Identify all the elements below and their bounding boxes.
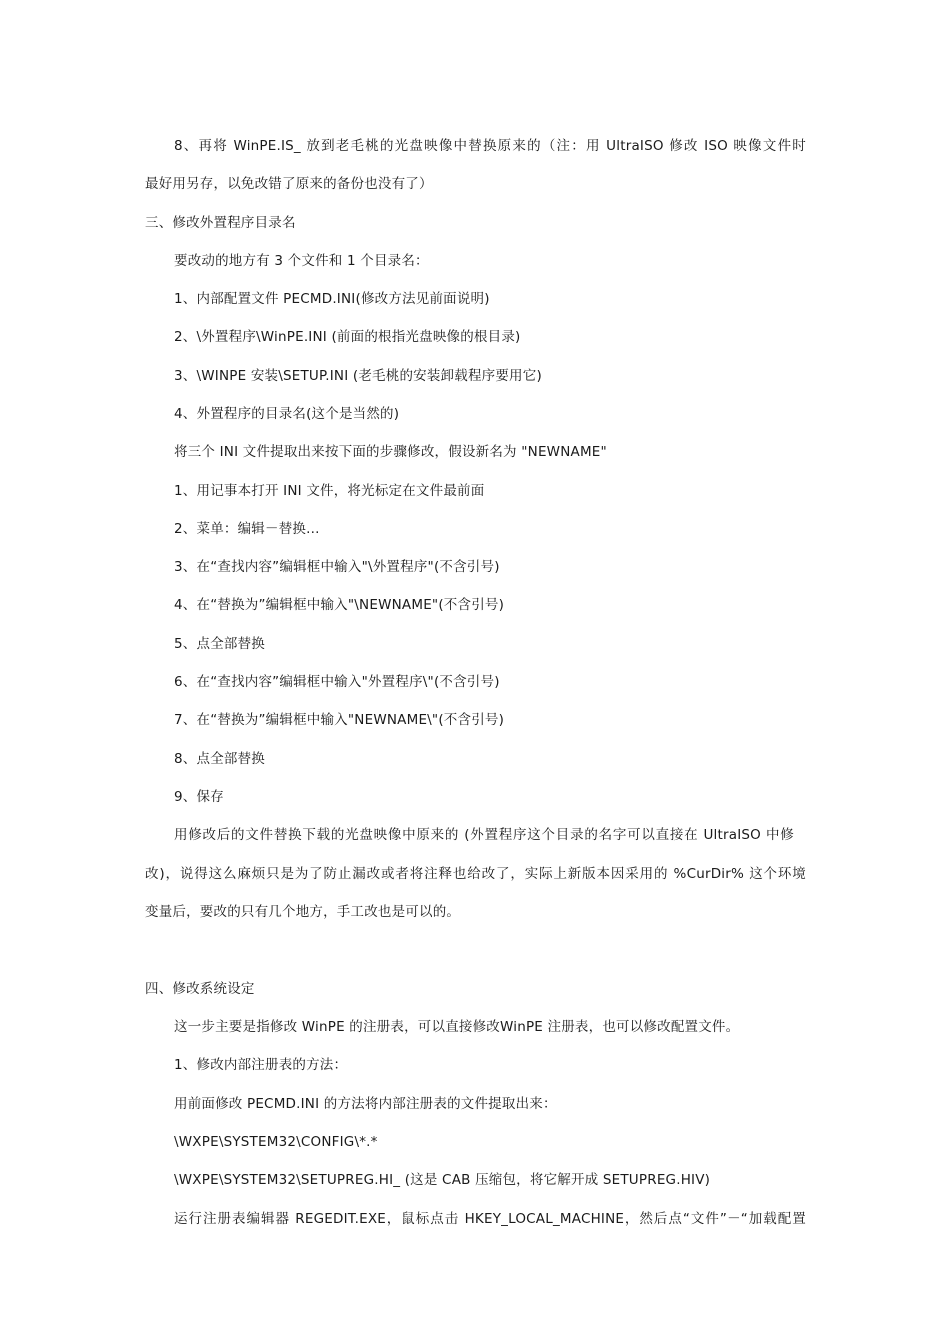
list-item: 5、点全部替换 — [174, 636, 265, 652]
paragraph-line: 用修改后的文件替换下载的光盘映像中原来的 (外置程序这个目录的名字可以直接在 UltraISO 中修 — [174, 827, 794, 843]
list-item: 6、在“查找内容”编辑框中输入"外置程序\"(不含引号) — [174, 674, 500, 690]
paragraph-line: 最好用另存，以免改错了原来的备份也没有了） — [145, 176, 433, 192]
section-heading: 四、修改系统设定 — [145, 981, 255, 997]
list-item: 9、保存 — [174, 789, 224, 805]
paragraph-line: 运行注册表编辑器 REGEDIT.EXE，鼠标点击 HKEY_LOCAL_MACHINE，然后点“文件”－“加载配置 — [174, 1211, 806, 1227]
list-item: 1、修改内部注册表的方法： — [174, 1057, 348, 1073]
list-item: 4、在“替换为”编辑框中输入"\NEWNAME"(不含引号) — [174, 597, 505, 613]
list-item: 3、在“查找内容”编辑框中输入"\外置程序"(不含引号) — [174, 559, 500, 575]
list-item: 1、用记事本打开 INI 文件，将光标定在文件最前面 — [174, 483, 485, 499]
list-item: 4、外置程序的目录名(这个是当然的) — [174, 406, 400, 422]
paragraph-line: 将三个 INI 文件提取出来按下面的步骤修改，假设新名为 "NEWNAME" — [174, 444, 607, 460]
paragraph-line: 这一步主要是指修改 WinPE 的注册表，可以直接修改WinPE 注册表，也可以修改配置文件。 — [174, 1019, 740, 1035]
paragraph-line: 改)，说得这么麻烦只是为了防止漏改或者将注释也给改了，实际上新版本因采用的 %CurDir% 这个环境 — [145, 866, 806, 882]
file-path: \WXPE\SYSTEM32\SETUPREG.HI_ (这是 CAB 压缩包，将它解开成 SETUPREG.HIV) — [174, 1172, 711, 1188]
list-item: 3、\WINPE 安装\SETUP.INI (老毛桃的安装卸载程序要用它) — [174, 368, 542, 384]
paragraph-line: 要改动的地方有 3 个文件和 1 个目录名： — [174, 253, 429, 269]
list-item: 1、内部配置文件 PECMD.INI(修改方法见前面说明) — [174, 291, 490, 307]
list-item: 2、菜单：编辑－替换... — [174, 521, 320, 537]
file-path: \WXPE\SYSTEM32\CONFIG\*.* — [174, 1134, 378, 1150]
section-heading: 三、修改外置程序目录名 — [145, 215, 296, 231]
list-item: 7、在“替换为”编辑框中输入"NEWNAME\"(不含引号) — [174, 712, 505, 728]
list-item: 8、点全部替换 — [174, 751, 265, 767]
paragraph-line: 8、再将 WinPE.IS_ 放到老毛桃的光盘映像中替换原来的（注：用 UltraISO 修改 ISO 映像文件时 — [174, 138, 806, 154]
paragraph-line: 变量后，要改的只有几个地方，手工改也是可以的。 — [145, 904, 461, 920]
list-item: 2、\外置程序\WinPE.INI (前面的根指光盘映像的根目录) — [174, 329, 521, 345]
paragraph-line: 用前面修改 PECMD.INI 的方法将内部注册表的文件提取出来： — [174, 1096, 557, 1112]
